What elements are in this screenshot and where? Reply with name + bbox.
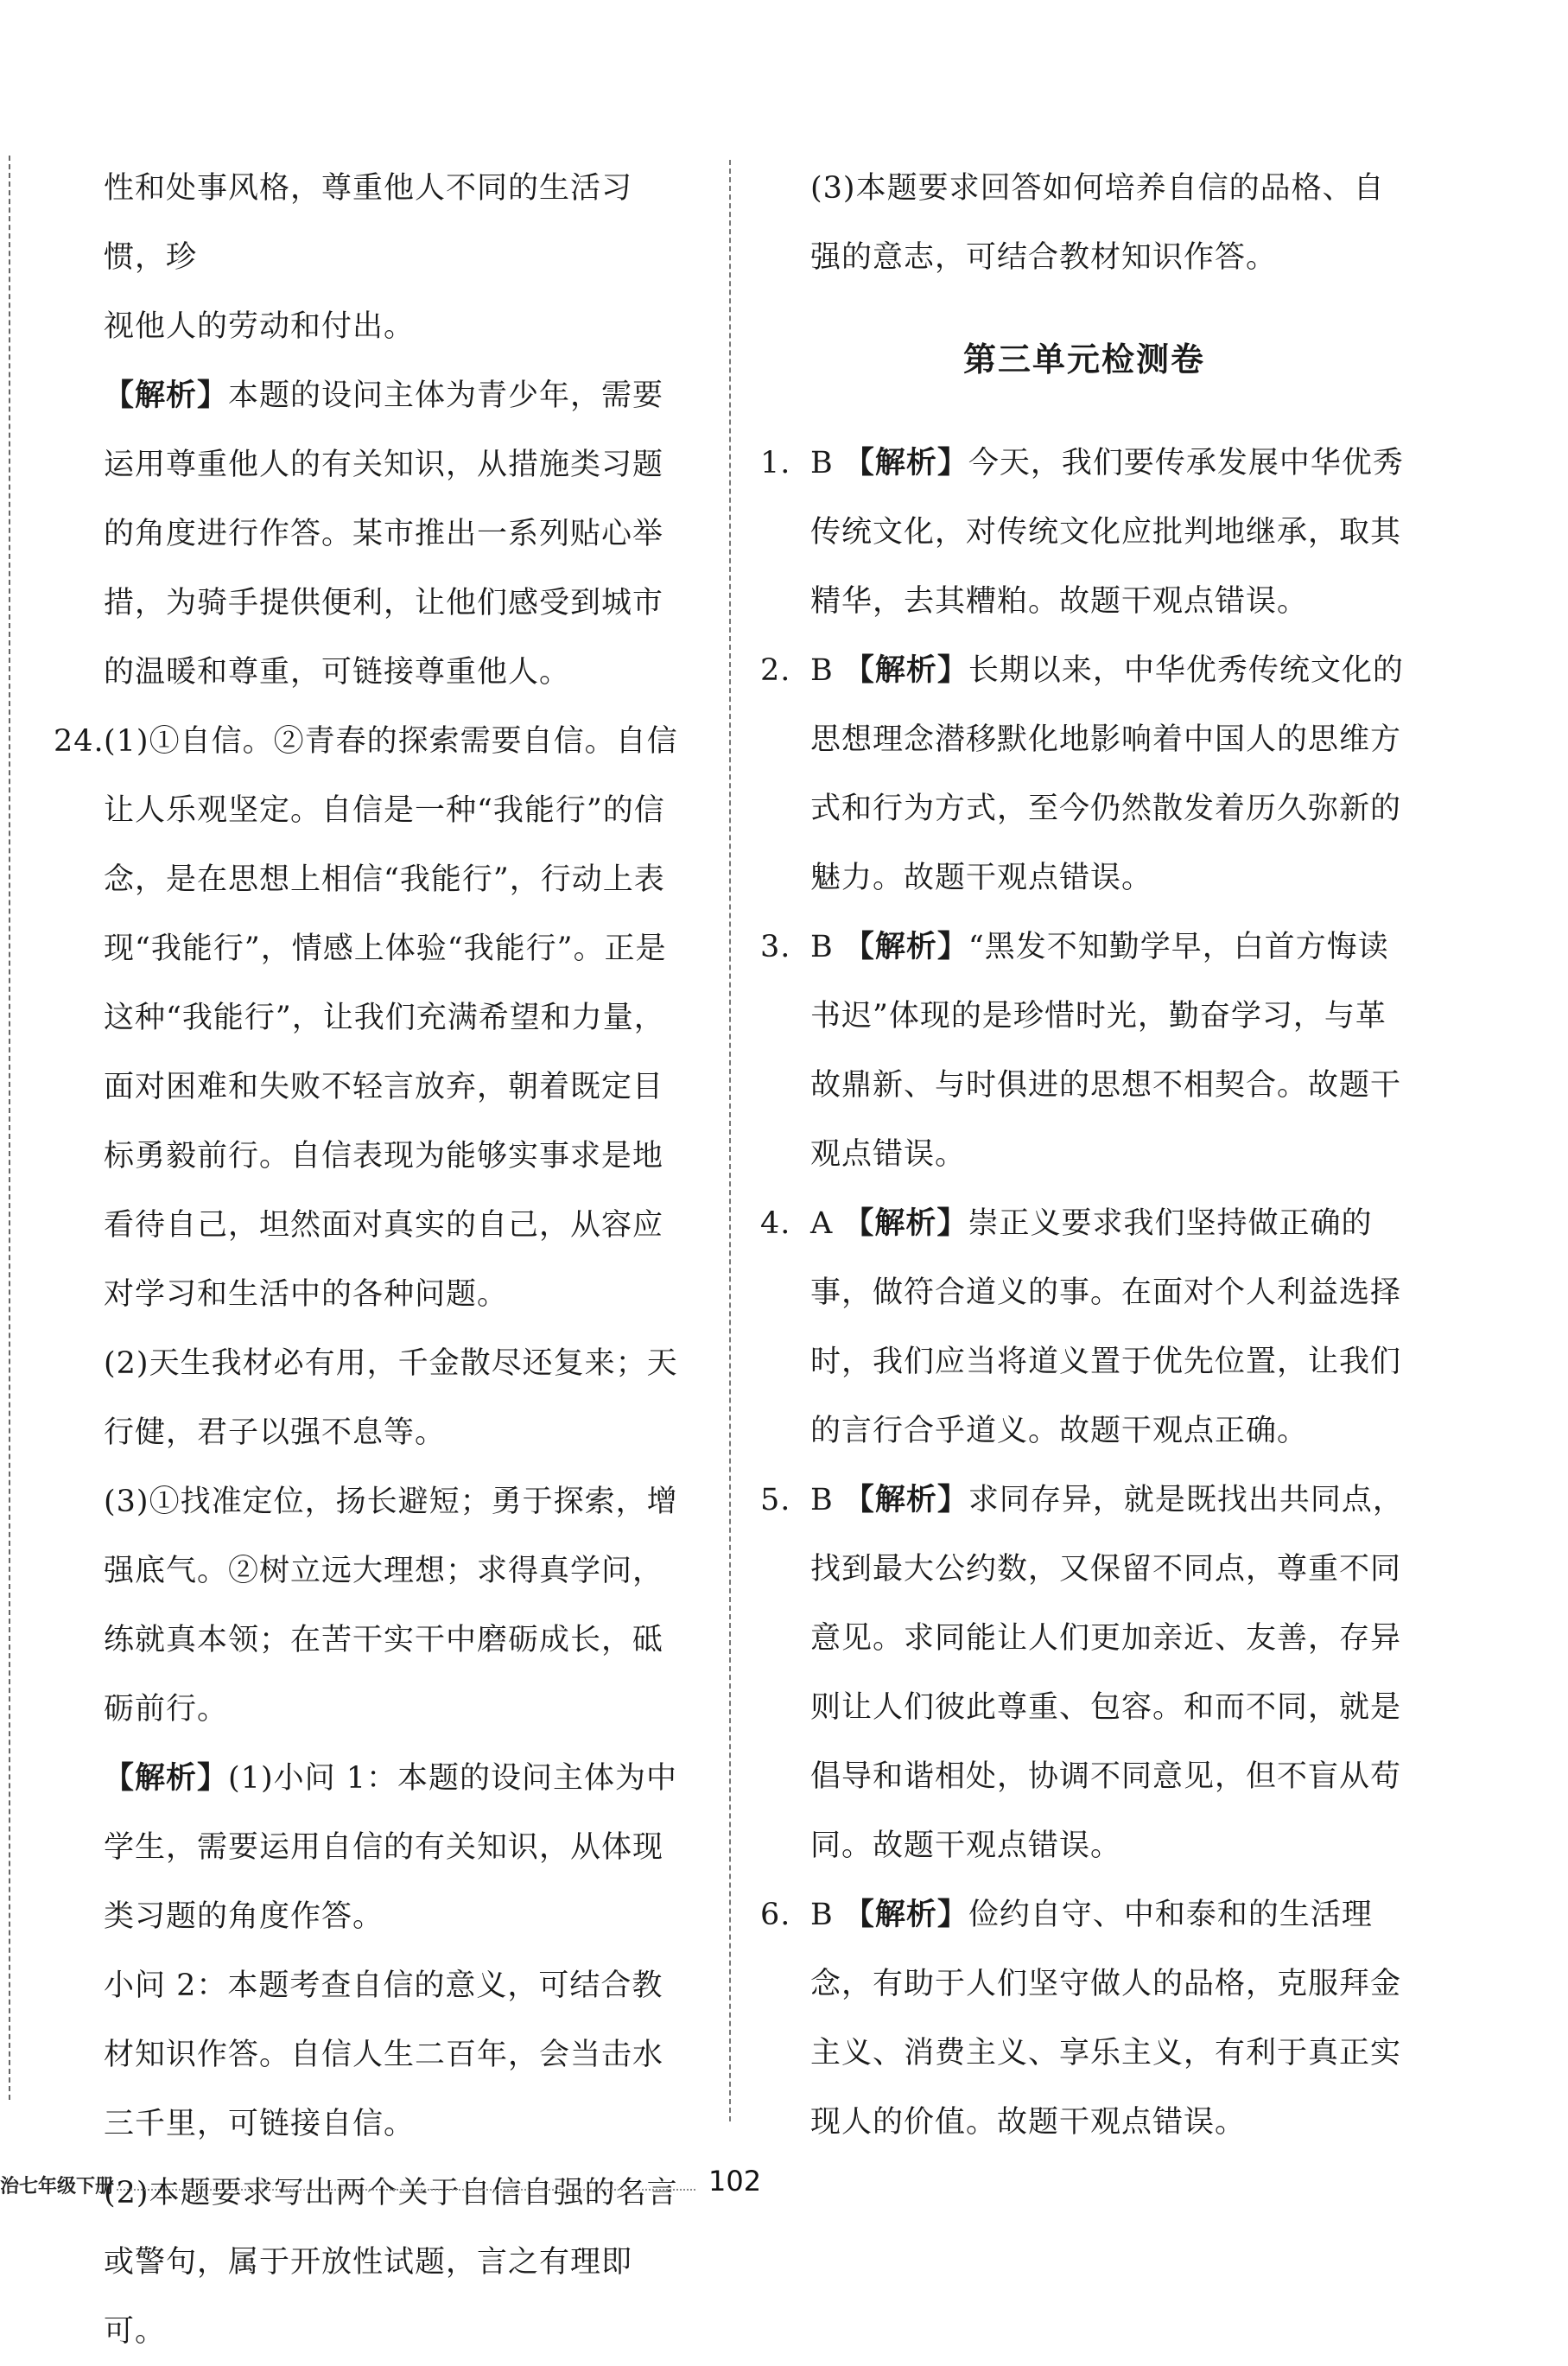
answer-item [760,1880,1408,2157]
analysis-text: 今天，我们要传承发展中华优秀传统文化，对传统文化应批判地继承，取其精华，去其糟粕。故题干观点错误。 [810,446,1404,619]
item-number: 3. [760,930,791,964]
analysis-label: 【解析】 [104,1761,229,1796]
analysis-label: 【解析】 [843,446,968,480]
item-number: 4. [760,1206,791,1241]
item-number: 5. [760,1483,791,1517]
analysis-part-2: (2)本题要求写出两个关于自信自强的名言或警句，属于开放性试题，言之有理即可。 [104,2176,678,2349]
binding-cut-line [9,156,10,2100]
section-title: 第三单元检测卷 [962,340,1205,378]
column-divider [729,160,731,2121]
analysis-paragraph [54,1744,693,1951]
answer-letter: A [810,1206,834,1241]
analysis-text: 本题的设问主体为青少年，需要运用尊重他人的有关知识，从措施类习题的角度进行作答。某市推出一系列贴心举措，为骑手提供便利，让他们感受到城市的温暖和尊重，可链接尊重他人。 [104,378,664,690]
analysis-subquestion-2: 小问 2：本题考查自信的意义，可结合教材知识作答。自信人生二百年，会当击水三千里，可链接自信。 [104,1968,664,2141]
analysis-text: 求同存异，就是既找出共同点，找到最大公约数，又保留不同点，尊重不同意见。求同能让人们更加亲近、友善，存异则让人们彼此尊重、包容。和而不同，就是倡导和谐相处，协调不同意见，但不盲从苟同。故题干观点错误。 [810,1483,1404,1863]
item-number: 1. [760,446,791,480]
analysis-label: 【解析】 [843,930,968,964]
answer-letter: B [810,446,834,480]
analysis-label: 【解析】 [843,1206,968,1241]
item-number: 6. [760,1898,791,1932]
left-column [54,154,693,2366]
analysis-label: 【解析】 [843,1483,968,1517]
page-footer [0,2165,1568,2217]
footer-dotted-rule [117,2189,695,2191]
analysis-label: 【解析】 [843,1898,968,1932]
book-title: 治七年级下册 [0,2176,115,2197]
answer-item [760,913,1408,1189]
answer-part-2: (2)天生我材必有用，千金散尽还复来；天行健，君子以强不息等。 [104,1346,678,1450]
analysis-paragraph [54,361,693,707]
right-column [760,154,1408,2157]
analysis-text: “黑发不知勤学早，白首方悔读书迟”体现的是珍惜时光，勤奋学习，与革故鼎新、与时俱进的思想不相契合。故题干观点错误。 [810,930,1402,1172]
analysis-label: 【解析】 [843,653,968,688]
answer-item [760,429,1408,636]
analysis-text: 俭约自守、中和泰和的生活理念，有助于人们坚守做人的品格，克服拜金主义、消费主义、享乐主义，有利于真正实现人的价值。故题干观点错误。 [810,1898,1402,2140]
question-number: 24. [54,724,105,759]
analysis-text: (1)小问 1：本题的设问主体为中学生，需要运用自信的有关知识，从体现类习题的角度作答。 [104,1761,677,1934]
item-number: 2. [760,653,791,688]
answer-letter: B [810,1898,834,1932]
continued-analysis: (3)本题要求回答如何培养自信的品格、自强的意志，可结合教材知识作答。 [810,171,1385,275]
question-24-answer [54,707,693,1329]
answer-item [760,1189,1408,1466]
continued-answer-line: 性和处事风格，尊重他人不同的生活习惯，珍 [104,171,633,275]
analysis-text: 长期以来，中华优秀传统文化的思想理念潜移默化地影响着中国人的思维方式和行为方式，至今仍然散发着历久弥新的魅力。故题干观点错误。 [810,653,1404,895]
answer-part-3: (3)①找准定位，扬长避短；勇于探索，增强底气。②树立远大理想；求得真学问，练就真本领；在苦干实干中磨砺成长，砥砺前行。 [104,1485,678,1727]
answer-letter: B [810,653,834,688]
page-number: 102 [708,2165,762,2197]
continued-answer-line: 视他人的劳动和付出。 [104,309,416,344]
answer-part-1: (1)①自信。②青春的探索需要自信。自信让人乐观坚定。自信是一种“我能行”的信念，是在思想上相信“我能行”，行动上表现“我能行”，情感上体验“我能行”。正是这种“我能行”，让我们充满希望和力量，面对困难和失败不轻言放弃，朝着既定目标勇毅前行。自信表现为能够实事求是地看待自己，坦然面对真实的自己，从容应对学习和生活中的各种问题。 [104,724,678,1312]
answer-item [760,636,1408,913]
answer-letter: B [810,1483,834,1517]
answer-item [760,1466,1408,1880]
answer-letter: B [810,930,834,964]
analysis-label: 【解析】 [104,378,229,413]
analysis-text: 崇正义要求我们坚持做正确的事，做符合道义的事。在面对个人利益选择时，我们应当将道义置于优先位置，让我们的言行合乎道义。故题干观点正确。 [810,1206,1402,1448]
